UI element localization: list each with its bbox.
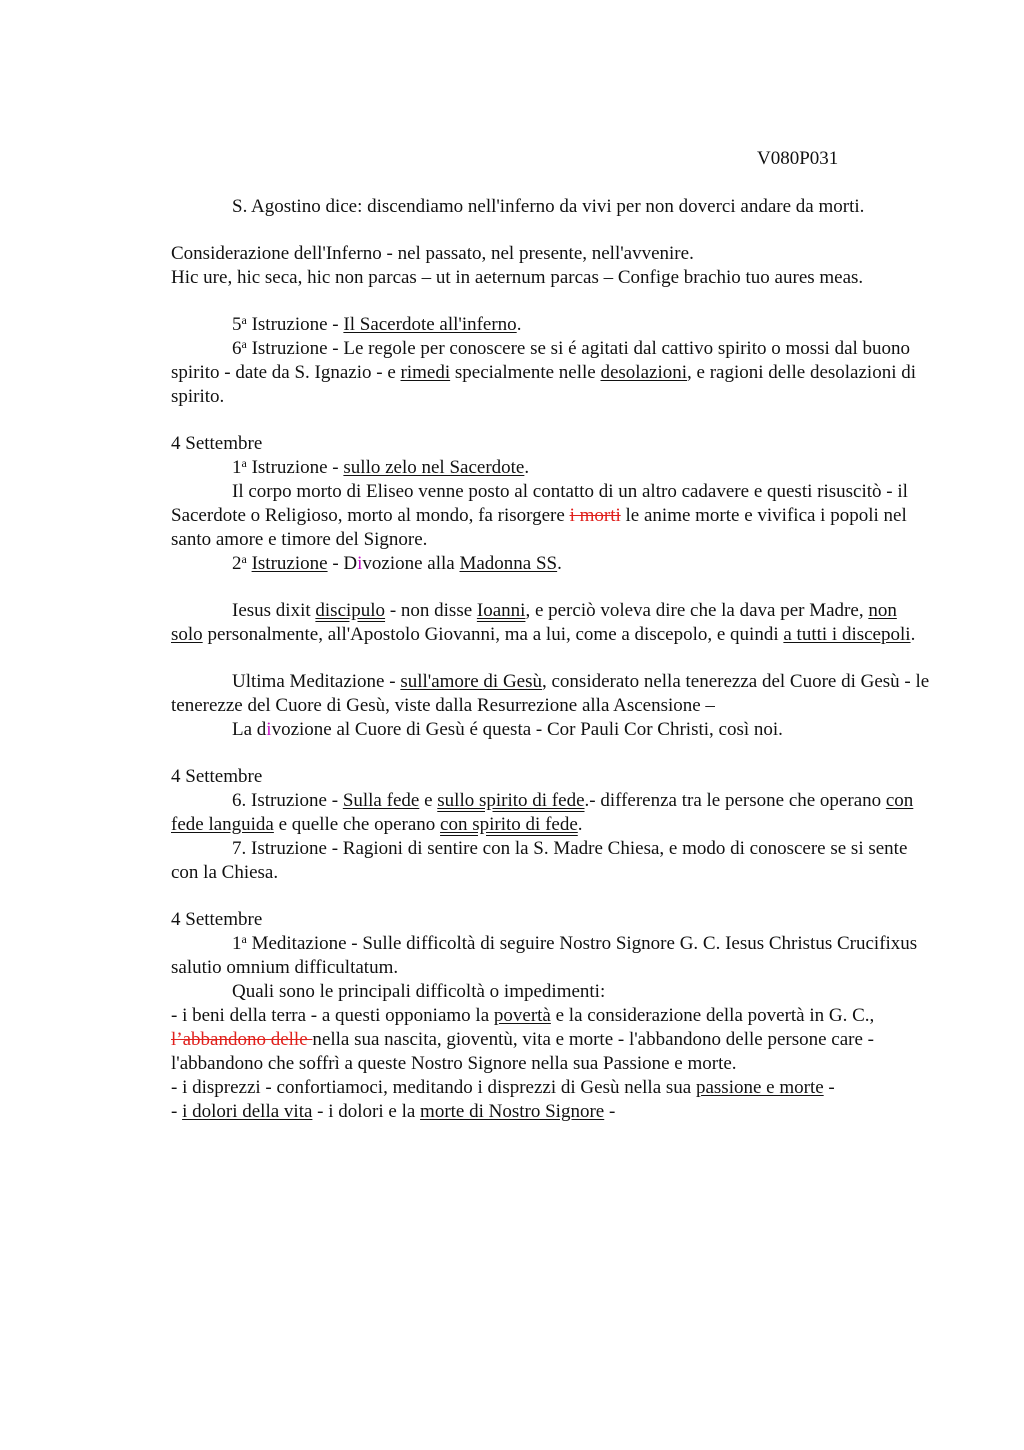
date-heading-3: 4 Settembre <box>171 909 263 930</box>
underlined-text: povertà <box>493 1005 551 1026</box>
underlined-text: non solo <box>171 600 897 645</box>
fede-istruzione-6: 6. Istruzione - Sulla fede e sullo spirito di fede.- differenza tra le persone che operano con fede languida e quelle che operano con spirito di fede. <box>171 790 914 835</box>
double-underlined-text: sullo spirito di fede <box>437 790 585 811</box>
underlined-text: desolazioni <box>600 362 688 383</box>
meditazione-1: 1$^a$ Meditazione - Sulle difficoltà di seguire Nostro Signore G. C. Iesus Christus Crucifixus salutio omnium difficultatum. <box>171 932 918 978</box>
dolori-item: - i dolori della vita - i dolori e la morte di Nostro Signore - <box>171 1101 616 1122</box>
iesus-paragraph: Iesus dixit discipulo - non disse Ioanni, e perciò voleva dire che la dava per Madre, non solo personalmente, all'Apostolo Giovanni, ma a lui, come a discepolo, e quindi a tutti i discepoli. <box>171 600 916 645</box>
istruzione-6: 6$^a$ Istruzione - Le regole per conoscere se si é agitati dal cattivo spirito o mossi dal buono spirito - date da S. Ignazio - e rimedi specialmente nelle desolazioni, e ragioni delle desolazioni di spirito. <box>171 337 916 407</box>
page-id: V080P031 <box>757 148 839 169</box>
underlined-text: passione e morte <box>695 1077 824 1098</box>
underlined-text: morte di Nostro Signore <box>420 1101 605 1122</box>
settembre-istruzione-2: 2$^a$ Istruzione - Divozione alla Madonna SS. <box>232 552 562 574</box>
double-underlined-text: discipulo <box>315 600 386 621</box>
chiesa-istruzione-7: 7. Istruzione - Ragioni di sentire con la S. Madre Chiesa, e modo di conoscere se si sente con la Chiesa. <box>171 838 908 883</box>
divozione-line: La divozione al Cuore di Gesù é questa - Cor Pauli Cor Christi, così noi. <box>232 719 783 740</box>
underlined-text: Madonna SS <box>459 553 558 574</box>
struck-text: i morti <box>569 505 621 526</box>
date-heading-2: 4 Settembre <box>171 766 263 787</box>
double-underlined-text: con spirito di fede <box>440 814 578 835</box>
date-heading-1: 4 Settembre <box>171 433 263 454</box>
document-body <box>171 195 931 1124</box>
underlined-text: sullo zelo nel Sacerdote <box>343 457 525 478</box>
inferno-line-1: Considerazione dell'Inferno - nel passato, nel presente, nell'avvenire. <box>171 243 694 264</box>
underlined-text: Sulla fede <box>342 790 420 811</box>
underlined-text: Il Sacerdote all'inferno <box>343 314 517 335</box>
underlined-text: i dolori della vita <box>182 1101 313 1122</box>
highlighted-letter: i <box>357 553 363 574</box>
underlined-text: con fede languida <box>171 790 914 835</box>
eliseo-paragraph: Il corpo morto di Eliseo venne posto al contatto di un altro cadavere e questi risuscitò - il Sacerdote o Religioso, morto al mondo, fa risorgere i morti le anime morte e vivifica i popoli nel santo amore e timore del Signore. <box>171 481 908 550</box>
ultima-meditazione: Ultima Meditazione - sull'amore di Gesù, considerato nella tenerezza del Cuore di Gesù - le tenerezze del Cuore di Gesù, viste dalla Resurrezione alla Ascensione – <box>171 671 930 716</box>
istruzione-5: 5$^a$ Istruzione - Il Sacerdote all'inferno. <box>232 313 522 335</box>
underlined-text: Istruzione <box>251 553 328 574</box>
settembre-istruzione-1: 1$^a$ Istruzione - sullo zelo nel Sacerdote. <box>232 456 530 478</box>
beni-item: - i beni della terra - a questi opponiamo la povertà e la considerazione della povertà in G. C., l’abbandono delle nella sua nascita, gioventù, vita e morte - l'abbandono delle persone care - l'abbandono che soffrì a queste Nostro Signore nella sua Passione e morte. <box>171 1005 875 1074</box>
highlighted-letter: i <box>266 719 272 740</box>
underlined-text: rimedi <box>400 362 451 383</box>
underlined-text: a tutti i discepoli <box>783 624 911 645</box>
quali-line: Quali sono le principali difficoltà o impedimenti: <box>232 981 606 1002</box>
inferno-line-2: Hic ure, hic seca, hic non parcas – ut in aeternum parcas – Confige brachio tuo aures meas. <box>171 267 864 288</box>
underlined-text: sull'amore di Gesù <box>400 671 542 692</box>
disprezzi-item: - i disprezzi - confortiamoci, meditando i disprezzi di Gesù nella sua passione e morte - <box>171 1077 835 1098</box>
struck-text: l’abbandono delle <box>171 1029 313 1050</box>
augustine-quote: S. Agostino dice: discendiamo nell'inferno da vivi per non doverci andare da morti. <box>232 196 865 217</box>
double-underlined-text: Ioanni <box>476 600 526 621</box>
